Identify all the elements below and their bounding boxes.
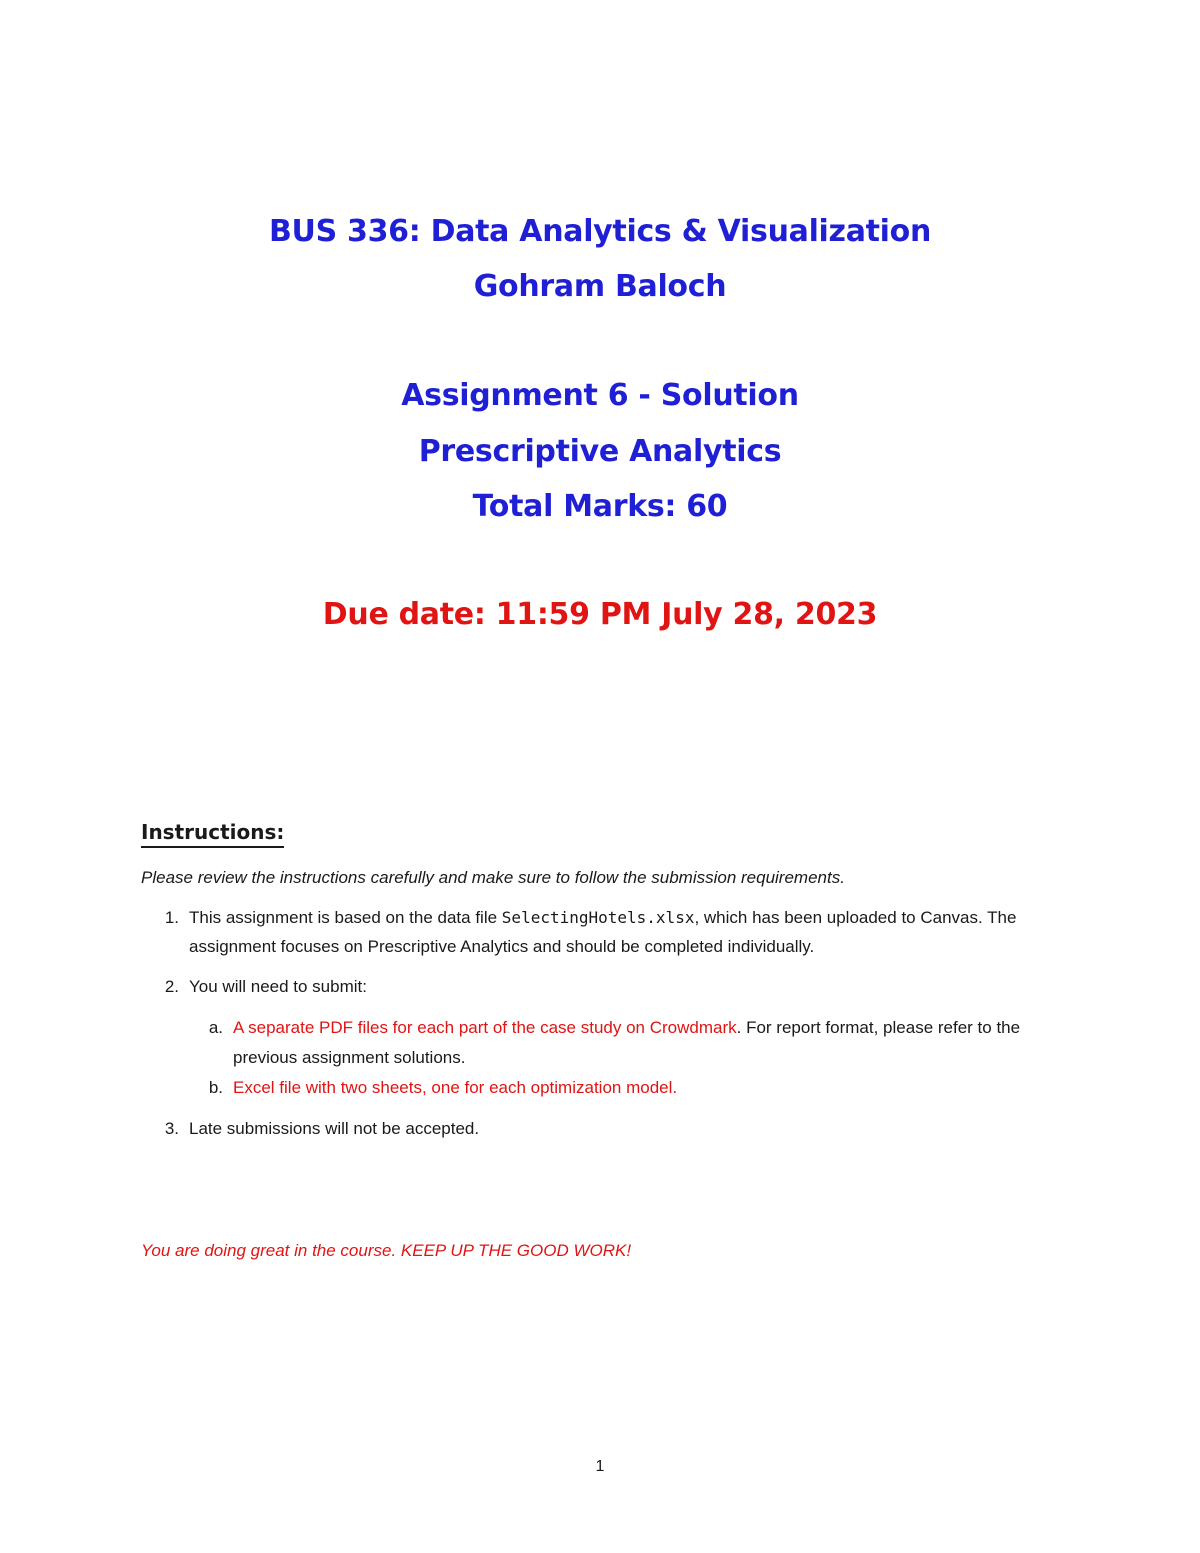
sub-list-text: . For report format, please refer to the — [736, 1018, 1021, 1037]
list-item-text: , which has been uploaded to Canvas. The — [694, 908, 1017, 927]
list-item — [0, 1114, 1200, 1144]
page-number: 1 — [595, 1458, 605, 1475]
highlight-text: A separate PDF files for each part of the case study on Crowdmark — [233, 1018, 737, 1037]
sub-list-marker: b. — [208, 1078, 223, 1097]
instructions-intro: Please review the instructions carefully and make sure to follow the submission requirements. — [141, 868, 845, 887]
list-item — [0, 972, 1200, 1002]
instructions-heading: Instructions: — [141, 819, 284, 848]
sub-list-marker: a. — [208, 1018, 223, 1037]
list-item-text: Late submissions will not be accepted. — [189, 1119, 480, 1138]
assignment-title: Assignment 6 - Solution — [401, 378, 799, 413]
assignment-topic: Prescriptive Analytics — [418, 434, 782, 469]
list-item — [0, 903, 1200, 963]
sub-list-item — [0, 1013, 1200, 1073]
total-marks: Total Marks: 60 — [472, 489, 728, 524]
list-marker: 2. — [164, 977, 179, 996]
list-marker: 1. — [164, 908, 179, 927]
highlight-text: Excel file with two sheets, one for each optimization model. — [233, 1078, 678, 1097]
sub-list-item — [0, 1073, 1200, 1103]
file-name: SelectingHotels.xlsx — [501, 908, 695, 927]
due-date: Due date: 11:59 PM July 28, 2023 — [322, 597, 878, 632]
course-title: BUS 336: Data Analytics & Visualization — [268, 214, 932, 249]
closing-message: You are doing great in the course. KEEP UP THE GOOD WORK! — [141, 1241, 632, 1260]
sub-list-text: previous assignment solutions. — [233, 1048, 466, 1067]
sub-list-line — [233, 1013, 1020, 1043]
list-item-line — [189, 903, 1016, 933]
list-item-text: assignment focuses on Prescriptive Analytics and should be completed individually. — [189, 937, 815, 956]
list-item-text: This assignment is based on the data file — [189, 908, 502, 927]
instructor-name: Gohram Baloch — [473, 269, 727, 304]
list-marker: 3. — [164, 1119, 179, 1138]
list-item-text: You will need to submit: — [189, 977, 367, 996]
